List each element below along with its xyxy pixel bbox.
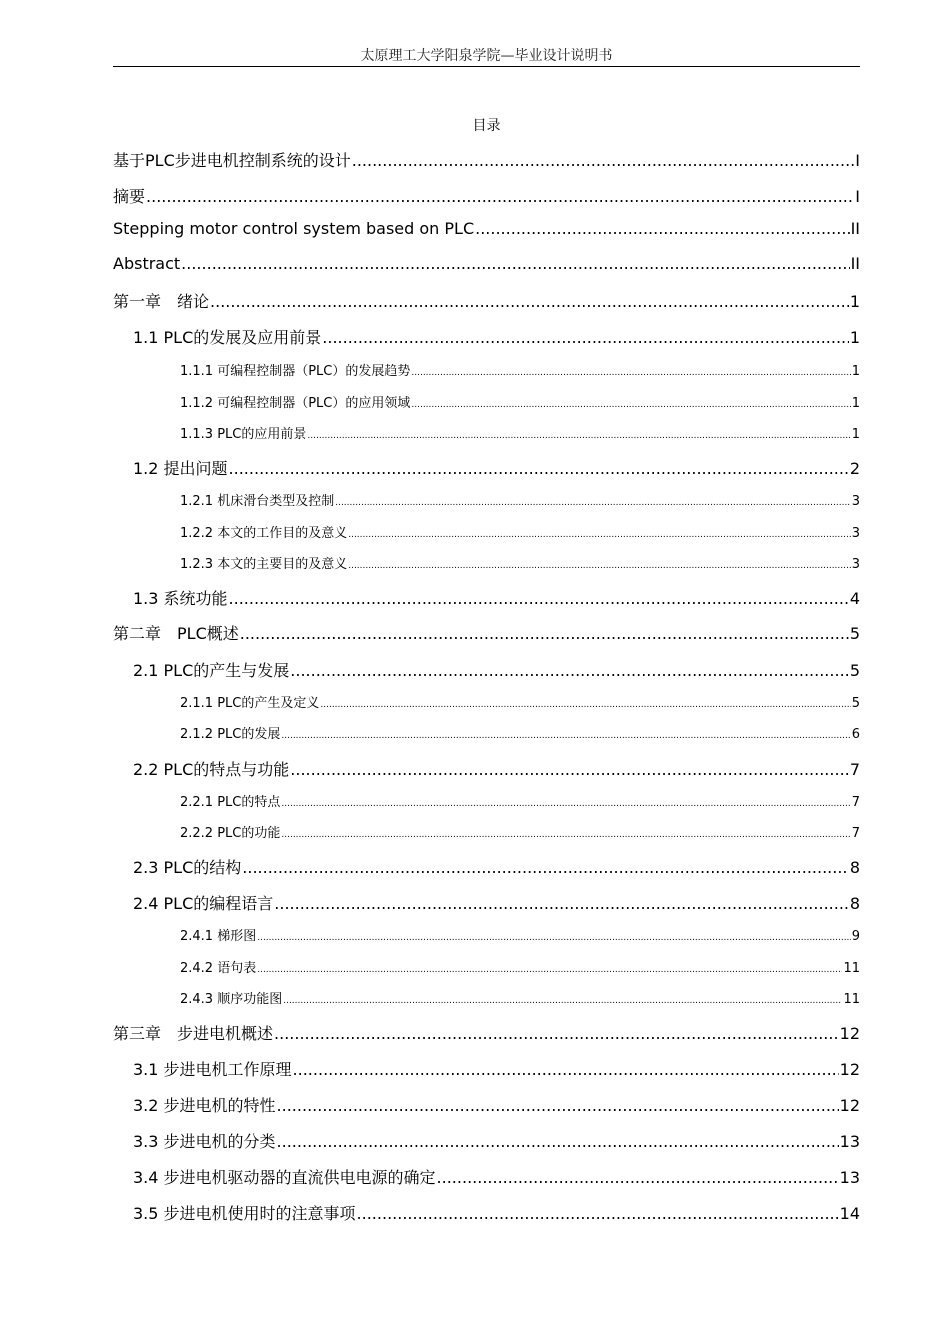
toc-entry-page-number: 6 xyxy=(851,727,860,742)
toc-entry-label: 第二章 PLC概述 xyxy=(113,624,239,643)
toc-entry-label: 2.2 PLC的特点与功能 xyxy=(133,760,290,779)
toc-entry-page-number: I xyxy=(855,187,860,206)
toc-entry-label: 1.1 PLC的发展及应用前景 xyxy=(133,328,322,347)
toc-entry-label: 3.5 步进电机使用时的注意事项 xyxy=(133,1204,356,1223)
toc-entry-page-number: 4 xyxy=(849,589,860,608)
dot-leader xyxy=(281,830,850,840)
toc-entry[interactable] xyxy=(113,148,860,171)
toc-entry-page-number: II xyxy=(850,254,860,273)
dot-leader xyxy=(274,894,849,913)
dot-leader xyxy=(257,933,851,943)
header-rule xyxy=(113,66,860,67)
toc-entry-page-number: 1 xyxy=(851,364,860,379)
dot-leader xyxy=(210,292,849,311)
dot-leader xyxy=(348,561,851,571)
toc-entry[interactable] xyxy=(113,1021,860,1044)
toc-entry[interactable] xyxy=(133,658,860,681)
toc-entry-label: 3.4 步进电机驱动器的直流供电电源的确定 xyxy=(133,1168,436,1187)
toc-entry[interactable] xyxy=(133,855,860,878)
toc-entry[interactable] xyxy=(180,925,860,944)
toc-entry-label: 2.1 PLC的产生与发展 xyxy=(133,661,290,680)
toc-entry-page-number: 1 xyxy=(851,427,860,442)
dot-leader xyxy=(411,400,850,410)
toc-entry[interactable] xyxy=(133,1093,860,1116)
dot-leader xyxy=(146,187,854,206)
toc-entry-label: 2.1.2 PLC的发展 xyxy=(180,727,281,742)
toc-entry-page-number: II xyxy=(850,219,860,238)
toc-entry[interactable] xyxy=(180,522,860,541)
toc-entry-page-number: 8 xyxy=(849,894,860,913)
dot-leader xyxy=(307,431,850,441)
toc-entry-page-number: 3 xyxy=(851,557,860,572)
toc-entry[interactable] xyxy=(133,325,860,348)
toc-entry[interactable] xyxy=(113,289,860,312)
toc-entry-page-number: 11 xyxy=(843,992,860,1007)
toc-entry[interactable] xyxy=(113,621,860,644)
toc-entry-label: 1.2.3 本文的主要目的及意义 xyxy=(180,557,348,572)
toc-entry-page-number: 3 xyxy=(851,494,860,509)
toc-entry[interactable] xyxy=(133,1129,860,1152)
toc-entry-label: 3.1 步进电机工作原理 xyxy=(133,1060,292,1079)
toc-entry[interactable] xyxy=(133,891,860,914)
toc-entry-page-number: 7 xyxy=(851,795,860,810)
toc-entry[interactable] xyxy=(113,184,860,207)
dot-leader xyxy=(348,530,851,540)
dot-leader xyxy=(281,731,850,741)
toc-entry-label: 2.1.1 PLC的产生及定义 xyxy=(180,696,320,711)
toc-entry-label: 1.1.2 可编程控制器（PLC）的应用领域 xyxy=(180,396,411,411)
dot-leader xyxy=(293,1060,839,1079)
toc-entry-label: 1.1.3 PLC的应用前景 xyxy=(180,427,307,442)
toc-title: 目录 xyxy=(472,118,501,134)
toc-entry-page-number: 14 xyxy=(839,1204,860,1223)
page-header-title: 太原理工大学阳泉学院—毕业设计说明书 xyxy=(360,48,613,64)
toc-entry[interactable] xyxy=(180,490,860,509)
toc-entry-label: 基于PLC步进电机控制系统的设计 xyxy=(113,151,351,170)
toc-entry[interactable] xyxy=(180,553,860,572)
toc-entry-label: 2.4.2 语句表 xyxy=(180,961,257,976)
dot-leader xyxy=(475,219,849,238)
toc-entry-page-number: 12 xyxy=(839,1060,860,1079)
toc-entry[interactable] xyxy=(180,957,860,976)
toc-entry-page-number: 7 xyxy=(849,760,860,779)
toc-entry-page-number: 3 xyxy=(851,526,860,541)
dot-leader xyxy=(257,965,842,975)
toc-entry-label: 1.2.1 机床滑台类型及控制 xyxy=(180,494,335,509)
toc-entry-page-number: 7 xyxy=(851,826,860,841)
toc-entry[interactable] xyxy=(180,723,860,742)
dot-leader xyxy=(357,1204,839,1223)
dot-leader xyxy=(181,254,849,273)
dot-leader xyxy=(290,760,849,779)
toc-entry-page-number: 8 xyxy=(849,858,860,877)
toc-entry-label: Abstract xyxy=(113,254,181,273)
toc-entry-page-number: 5 xyxy=(849,661,860,680)
toc-entry[interactable] xyxy=(180,822,860,841)
toc-entry-page-number: 2 xyxy=(849,459,860,478)
toc-entry-label: 第三章 步进电机概述 xyxy=(113,1024,274,1043)
dot-leader xyxy=(277,1096,839,1115)
toc-entry[interactable] xyxy=(113,219,860,238)
toc-entry-page-number: 13 xyxy=(839,1132,860,1151)
toc-entry-page-number: 5 xyxy=(849,624,860,643)
toc-entry-label: 2.2.1 PLC的特点 xyxy=(180,795,281,810)
toc-entry-label: 1.3 系统功能 xyxy=(133,589,228,608)
toc-entry-page-number: 13 xyxy=(839,1168,860,1187)
toc-entry-page-number: 5 xyxy=(851,696,860,711)
toc-entry[interactable] xyxy=(180,988,860,1007)
toc-entry-page-number: 12 xyxy=(839,1024,860,1043)
toc-entry-page-number: 1 xyxy=(849,292,860,311)
toc-entry-label: 1.2.2 本文的工作目的及意义 xyxy=(180,526,348,541)
toc-entry[interactable] xyxy=(133,586,860,609)
toc-entry[interactable] xyxy=(180,423,860,442)
dot-leader xyxy=(320,700,850,710)
toc-entry-label: 2.4.3 顺序功能图 xyxy=(180,992,283,1007)
dot-leader xyxy=(335,498,851,508)
dot-leader xyxy=(281,799,850,809)
toc-entry[interactable] xyxy=(113,254,860,273)
toc-entry-label: 第一章 绪论 xyxy=(113,292,210,311)
toc-entry-label: 2.3 PLC的结构 xyxy=(133,858,242,877)
dot-leader xyxy=(290,661,849,680)
toc-entry[interactable] xyxy=(133,757,860,780)
toc-entry[interactable] xyxy=(133,1057,860,1080)
toc-entry[interactable] xyxy=(180,791,860,810)
dot-leader xyxy=(352,151,855,170)
toc-entry[interactable] xyxy=(180,392,860,411)
dot-leader xyxy=(240,624,849,643)
toc-entry-label: 3.2 步进电机的特性 xyxy=(133,1096,276,1115)
toc-entry[interactable] xyxy=(180,360,860,379)
dot-leader xyxy=(242,858,849,877)
toc-entry-label: 1.1.1 可编程控制器（PLC）的发展趋势 xyxy=(180,364,411,379)
toc-entry[interactable] xyxy=(180,692,860,711)
dot-leader xyxy=(277,1132,839,1151)
toc-entry-label: 1.2 提出问题 xyxy=(133,459,228,478)
toc-entry-page-number: 9 xyxy=(851,929,860,944)
dot-leader xyxy=(411,368,850,378)
toc-entry-page-number: 1 xyxy=(851,396,860,411)
dot-leader xyxy=(283,996,842,1006)
toc-entry[interactable] xyxy=(133,1201,860,1224)
toc-entry-page-number: 12 xyxy=(839,1096,860,1115)
toc-entry[interactable] xyxy=(133,1165,860,1188)
toc-entry-page-number: 1 xyxy=(849,328,860,347)
toc-entry-label: 2.2.2 PLC的功能 xyxy=(180,826,281,841)
dot-leader xyxy=(437,1168,839,1187)
toc-entry-label: 3.3 步进电机的分类 xyxy=(133,1132,276,1151)
toc-entry-label: 摘要 xyxy=(113,187,146,206)
toc-entry-label: Stepping motor control system based on PLC xyxy=(113,219,475,238)
toc-entry-page-number: 11 xyxy=(843,961,860,976)
dot-leader xyxy=(322,328,849,347)
toc-entry-label: 2.4.1 梯形图 xyxy=(180,929,257,944)
toc-entry-page-number: I xyxy=(855,151,860,170)
dot-leader xyxy=(274,1024,839,1043)
toc-entry[interactable] xyxy=(133,456,860,479)
dot-leader xyxy=(229,589,849,608)
toc-entry-label: 2.4 PLC的编程语言 xyxy=(133,894,274,913)
dot-leader xyxy=(229,459,849,478)
